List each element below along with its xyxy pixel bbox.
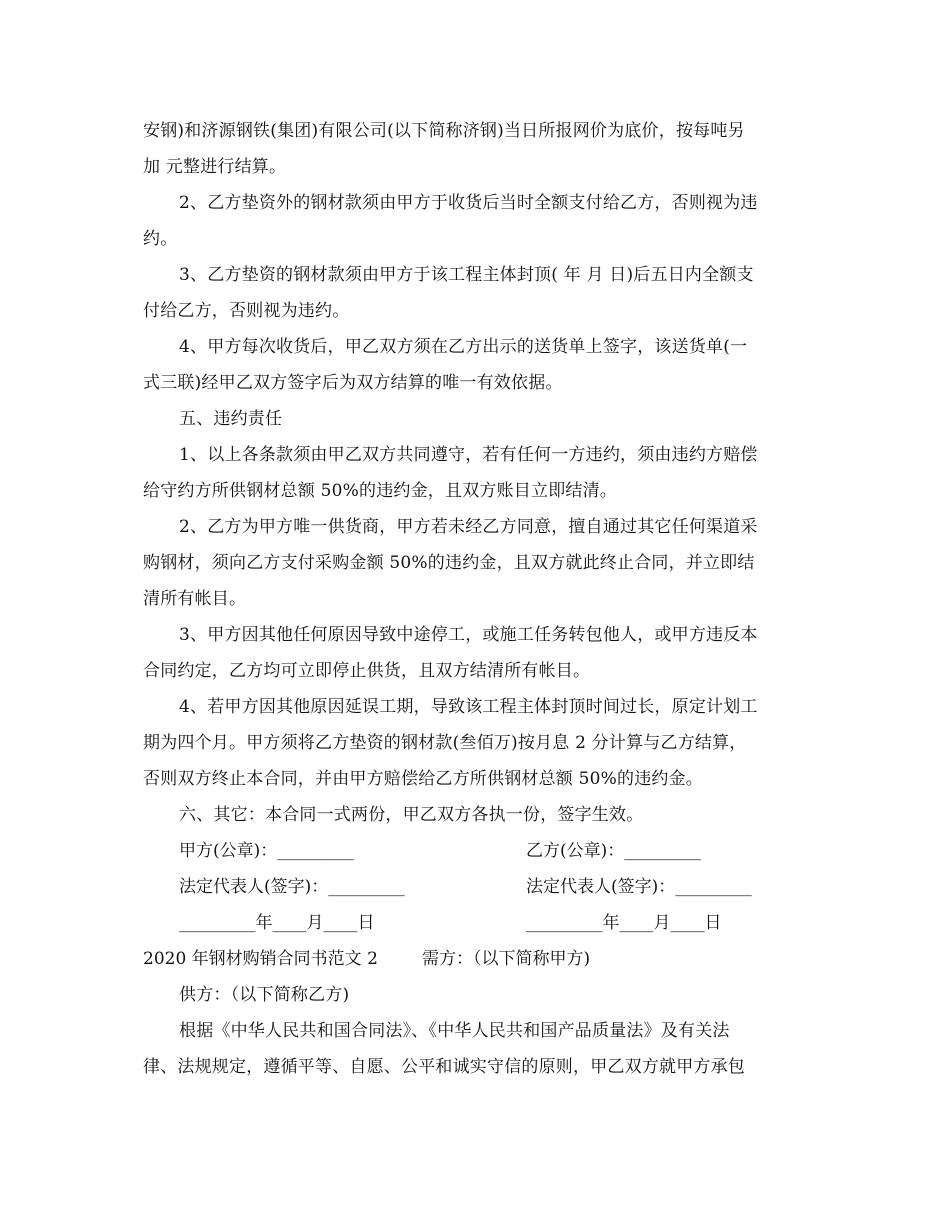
second-document-title: 2020 年钢材购销合同书范文 2 — [143, 949, 378, 969]
party-a-seal-field: 甲方(公章)：_________ — [179, 841, 354, 861]
paragraph-line: 2、乙方为甲方唯一供货商，甲方若未经乙方同意，擅自通过其它任何渠道采 — [179, 517, 758, 537]
paragraph-line: 期为四个月。甲方须将乙方垫资的钢材款(叁佰万)按月息 2 分计算与乙方结算， — [143, 733, 747, 753]
paragraph-line: 律、法规规定，遵循平等、自愿、公平和诚实守信的原则，甲乙双方就甲方承包 — [143, 1057, 745, 1077]
paragraph-line: 合同约定，乙方均可立即停止供货，且双方结清所有帐目。 — [143, 661, 591, 681]
paragraph-line: 根据《中华人民共和国合同法》、《中华人民共和国产品质量法》及有关法 — [179, 1021, 730, 1041]
signature-row-seal — [143, 833, 811, 869]
supplier-line: 供方：（以下简称乙方) — [179, 985, 350, 1005]
signature-row-date — [143, 905, 811, 941]
section-heading: 五、违约责任 — [179, 409, 283, 429]
second-document-header — [143, 941, 811, 977]
paragraph-line: 安钢)和济源钢铁(集团)有限公司(以下简称济钢)当日所报网价为底价，按每吨另 — [143, 121, 745, 141]
party-a-representative-field: 法定代表人(签字)：_________ — [179, 877, 405, 897]
paragraph-line: 付给乙方，否则视为违约。 — [143, 301, 350, 321]
paragraph-line: 约。 — [143, 229, 178, 249]
paragraph-line: 否则双方终止本合同，并由甲方赔偿给乙方所供钢材总额 50%的违约金。 — [143, 769, 703, 789]
paragraph-line: 加 元整进行结算。 — [143, 157, 287, 177]
paragraph-line: 式三联)经甲乙双方签字后为双方结算的唯一有效依据。 — [143, 373, 563, 393]
paragraph-line: 4、甲方每次收货后，甲乙双方须在乙方出示的送货单上签字，该送货单(一 — [179, 337, 748, 357]
paragraph-line: 3、乙方垫资的钢材款须由甲方于该工程主体封顶( 年 月 日)后五日内全额支 — [179, 265, 754, 285]
paragraph-line: 4、若甲方因其他原因延误工期，导致该工程主体封顶时间过长，原定计划工 — [179, 697, 758, 717]
paragraph-line: 清所有帐目。 — [143, 589, 247, 609]
party-a-date-field: _________年____月____日 — [179, 913, 375, 933]
paragraph-line: 3、甲方因其他任何原因导致中途停工，或施工任务转包他人，或甲方违反本 — [179, 625, 758, 645]
party-b-seal-field: 乙方(公章)：_________ — [526, 841, 701, 861]
section-heading: 六、其它：本合同一式两份，甲乙双方各执一份，签字生效。 — [179, 805, 644, 825]
paragraph-line: 购钢材，须向乙方支付采购金额 50%的违约金，且双方就此终止合同，并立即结 — [143, 553, 755, 573]
party-b-date-field: _________年____月____日 — [526, 913, 722, 933]
document-body — [143, 113, 811, 1085]
paragraph-line: 2、乙方垫资外的钢材款须由甲方于收货后当时全额支付给乙方，否则视为违 — [179, 193, 758, 213]
buyer-line: 需方：（以下简称甲方) — [422, 949, 591, 969]
party-b-representative-field: 法定代表人(签字)：_________ — [526, 877, 752, 897]
signature-row-representative — [143, 869, 811, 905]
paragraph-line: 1、以上各条款须由甲乙双方共同遵守，若有任何一方违约，须由违约方赔偿 — [179, 445, 758, 465]
paragraph-line: 给守约方所供钢材总额 50%的违约金，且双方账目立即结清。 — [143, 481, 617, 501]
